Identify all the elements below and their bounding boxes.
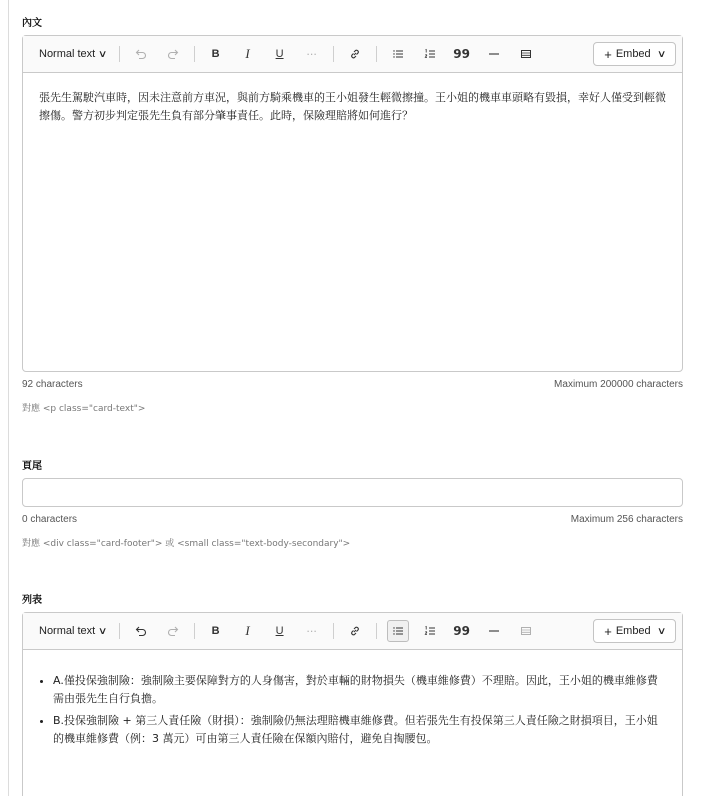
redo-icon[interactable] [162,43,184,65]
chevron-down-icon: ∨ [656,48,667,60]
content-hint: 對應 <p class="card-text"> [22,404,146,414]
footer-input[interactable] [22,478,683,507]
toolbar-separator [119,623,120,639]
numbered-list-icon[interactable] [419,620,441,642]
content-max-chars: Maximum 200000 characters [554,379,683,390]
toolbar-separator [333,46,334,62]
undo-icon[interactable] [130,43,152,65]
footer-max-chars: Maximum 256 characters [570,514,683,525]
format-dropdown-label: Normal text [39,48,96,60]
bold-icon[interactable]: B [211,625,220,637]
plus-icon: + [604,623,612,639]
list-field-label: 列表 [22,595,42,606]
content-char-count: 92 characters [22,379,83,390]
toolbar-separator [119,46,120,62]
chevron-down-icon: ∨ [98,625,108,637]
quote-icon[interactable]: 99 [453,47,470,61]
chevron-down-icon: ∨ [656,625,667,637]
underline-icon[interactable]: U [275,48,284,60]
bulleted-list-icon[interactable] [387,620,409,642]
embed-button[interactable] [593,619,676,643]
content-toolbar [23,36,682,73]
underline-icon[interactable]: U [275,625,284,637]
horizontal-line-icon[interactable] [483,43,505,65]
numbered-list-icon[interactable] [419,43,441,65]
format-dropdown[interactable] [37,46,109,62]
bulleted-list [39,672,666,748]
chevron-down-icon: ∨ [98,48,108,60]
footer-hint: 對應 <div class="card-footer"> 或 <small class="text-body-secondary"> [22,539,351,549]
toolbar-separator [376,623,377,639]
embed-button-label: Embed [615,48,651,60]
format-dropdown-label: Normal text [39,625,96,637]
toolbar-separator [333,623,334,639]
table-icon[interactable] [515,620,537,642]
left-border-line [8,0,9,796]
list-toolbar [23,613,682,650]
bold-icon[interactable]: B [211,48,220,60]
content-editor [22,35,683,372]
toolbar-separator [194,623,195,639]
embed-button-label: Embed [615,625,651,637]
content-paragraph: 張先生駕駛汽車時，因未注意前方車況，與前方騎乘機車的王小姐發生輕微擦撞。王小姐的機車車頭略有毀損，幸好人僅受到輕微擦傷。警方初步判定張先生負有部分肇事責任。此時，保險理賠將如何進行？ [39,91,666,122]
format-dropdown[interactable] [37,623,109,639]
redo-icon[interactable] [162,620,184,642]
list-editor [22,612,683,796]
italic-icon[interactable]: I [245,623,250,638]
embed-button[interactable] [593,42,676,66]
footer-field-label: 頁尾 [22,461,42,472]
table-icon[interactable] [515,43,537,65]
more-icon[interactable]: ··· [306,47,317,61]
footer-char-count: 0 characters [22,514,78,525]
quote-icon[interactable]: 99 [453,624,470,638]
italic-icon[interactable]: I [245,46,250,61]
content-text-area[interactable] [23,73,682,141]
list-item: • B.投保強制險 + 第三人責任險（財損）：強制險仍無法理賠機車維修費。但若張先生有投保第三人責任險之財損項目，王小姐的機車維修費（例：3 萬元）可由第三人責任險在保額內賠付，避免自掏腰包。 [53,712,666,748]
horizontal-line-icon[interactable] [483,620,505,642]
undo-icon[interactable] [130,620,152,642]
more-icon[interactable]: ··· [306,624,317,638]
content-field-label: 內文 [22,18,42,29]
list-item: • A.僅投保強制險：強制險主要保障對方的人身傷害，對於車輛的財物損失（機車維修費）不理賠。因此，王小姐的機車維修費需由張先生自行負擔。 [53,672,666,708]
plus-icon: + [604,46,612,62]
toolbar-separator [194,46,195,62]
link-icon[interactable] [344,620,366,642]
bulleted-list-icon[interactable] [387,43,409,65]
link-icon[interactable] [344,43,366,65]
list-text-area[interactable] [23,650,682,768]
toolbar-separator [376,46,377,62]
